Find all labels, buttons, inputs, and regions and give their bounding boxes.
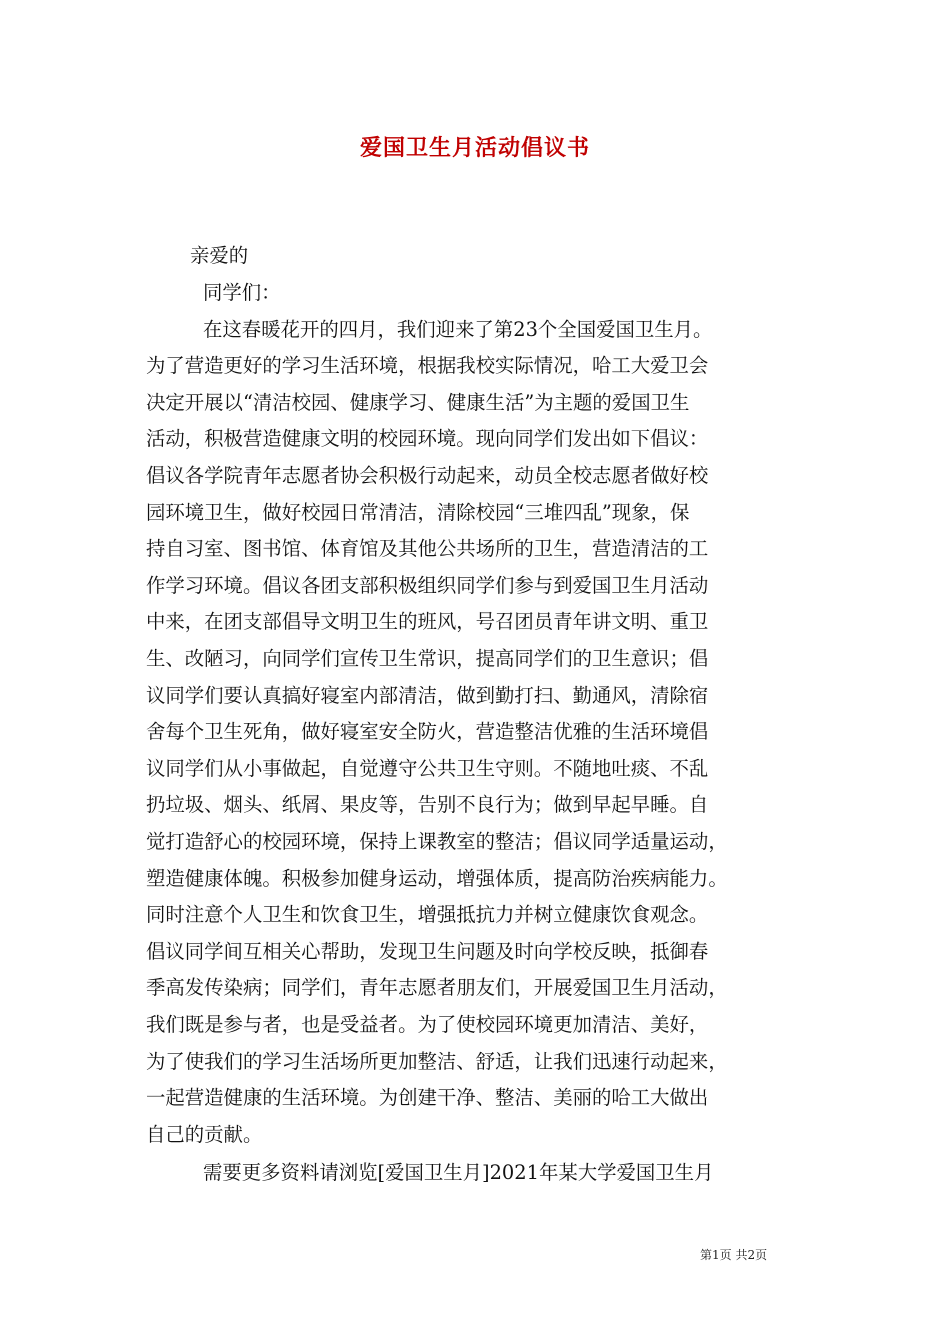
body-line: 在这春暖花开的四月，我们迎来了第23个全国爱国卫生月。 [203, 318, 713, 341]
body-line: 活动，积极营造健康文明的校园环境。现向同学们发出如下倡议： [146, 427, 709, 450]
body-line: 舍每个卫生死角，做好寝室安全防火，营造整洁优雅的生活环境倡 [146, 720, 709, 743]
body-line: 季高发传染病；同学们，青年志愿者朋友们，开展爱国卫生月活动， [146, 976, 728, 999]
body-line: 一起营造健康的生活环境。为创建干净、整洁、美丽的哈工大做出 [146, 1086, 709, 1109]
body-line: 作学习环境。倡议各团支部积极组织同学们参与到爱国卫生月活动 [146, 574, 709, 597]
body-line: 议同学们从小事做起，自觉遵守公共卫生守则。不随地吐痰、不乱 [146, 757, 709, 780]
body-line: 生、改陋习，向同学们宣传卫生常识，提高同学们的卫生意识；倡 [146, 647, 709, 670]
body-line: 园环境卫生，做好校园日常清洁，清除校园“三堆四乱”现象，保 [146, 501, 690, 524]
closing-line: 需要更多资料请浏览[爱国卫生月]2021年某大学爱国卫生月 [203, 1161, 714, 1184]
body-line: 倡议各学院青年志愿者协会积极行动起来，动员全校志愿者做好校 [146, 464, 709, 487]
document-title: 爱国卫生月活动倡议书 [359, 136, 590, 161]
body-line: 中来，在团支部倡导文明卫生的班风，号召团员青年讲文明、重卫 [146, 610, 709, 633]
body-line: 同时注意个人卫生和饮食卫生，增强抵抗力并树立健康饮食观念。 [146, 903, 709, 926]
body-line: 决定开展以“清洁校园、健康学习、健康生活”为主题的爱国卫生 [146, 391, 690, 414]
body-line: 扔垃圾、烟头、纸屑、果皮等，告别不良行为；做到早起早睡。自 [146, 793, 709, 816]
page-number: 第1页 共2页 [700, 1248, 768, 1262]
body-line: 自己的贡献。 [146, 1123, 263, 1146]
body-line: 为了营造更好的学习生活环境，根据我校实际情况，哈工大爱卫会 [146, 354, 709, 377]
salutation-line-2: 同学们： [203, 281, 281, 304]
body-line: 为了使我们的学习生活场所更加整洁、舒适，让我们迅速行动起来， [146, 1050, 728, 1073]
body-line: 塑造健康体魄。积极参加健身运动，增强体质，提高防治疾病能力。 [146, 867, 728, 890]
body-line: 倡议同学间互相关心帮助，发现卫生问题及时向学校反映，抵御春 [146, 940, 709, 963]
body-line: 觉打造舒心的校园环境，保持上课教室的整洁；倡议同学适量运动， [146, 830, 728, 853]
salutation-line-1: 亲爱的 [190, 244, 249, 267]
body-line: 我们既是参与者，也是受益者。为了使校园环境更加清洁、美好， [146, 1013, 709, 1036]
body-line: 持自习室、图书馆、体育馆及其他公共场所的卫生，营造清洁的工 [146, 537, 709, 560]
body-line: 议同学们要认真搞好寝室内部清洁，做到勤打扫、勤通风，清除宿 [146, 684, 709, 707]
